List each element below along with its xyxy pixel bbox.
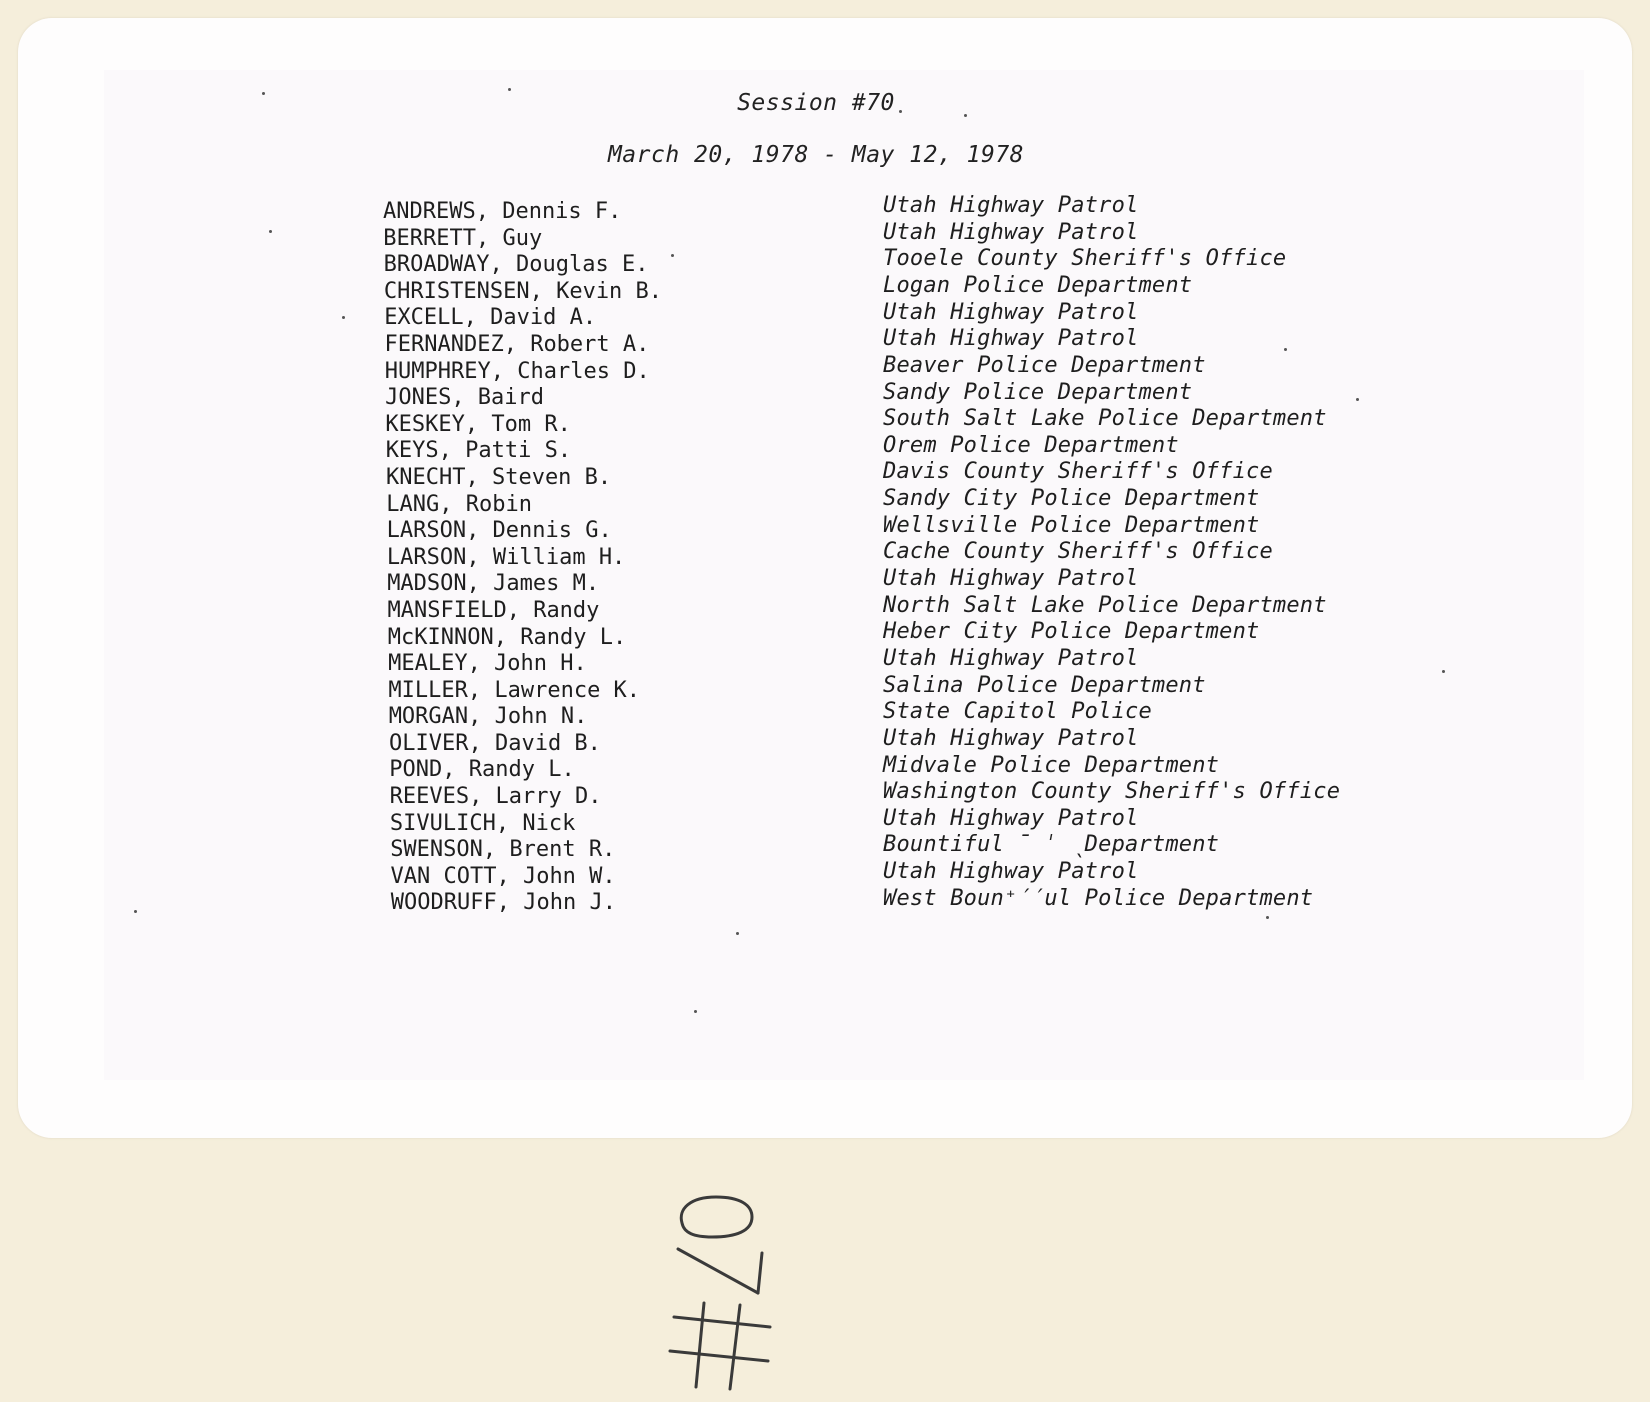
officer-name: LARSON, Dennis G. [386, 518, 612, 544]
speck [508, 88, 511, 91]
officer-name: MANSFIELD, Randy [387, 597, 600, 623]
photo-mount [18, 18, 1632, 1138]
agency-name: Tooele County Sheriff's Office [883, 246, 1287, 272]
speck [269, 230, 272, 233]
officer-name: ANDREWS, Dennis F. [383, 199, 622, 224]
agency-name: Utah Highway Patrol [883, 725, 1139, 751]
officer-name: CHRISTENSEN, Kevin B. [383, 278, 663, 304]
officer-name: EXCELL, David A. [384, 305, 597, 331]
agency-name: Logan Police Department [883, 272, 1193, 298]
roster-row [383, 885, 1383, 917]
agency-name: Cache County Sheriff's Office [883, 539, 1273, 565]
agency-name: Utah Highway Patrol [883, 645, 1139, 671]
agency-name: Utah Highway Patrol [883, 566, 1139, 592]
agency-name: Salina Police Department [883, 672, 1206, 698]
agency-name: Utah Highway Patrol [883, 805, 1139, 831]
officer-name: MORGAN, John N. [388, 704, 588, 730]
agency-name: West Boun⁺′′ul Police Department [883, 885, 1314, 911]
agency-name: Utah Highway Patrol [883, 193, 1139, 218]
speck [134, 910, 137, 913]
agency-name: Utah Highway Patrol [883, 326, 1139, 352]
speck [342, 316, 345, 319]
officer-name: KESKEY, Tom R. [385, 411, 571, 437]
agency-name: Utah Highway Patrol [883, 219, 1139, 245]
officer-name: HUMPHREY, Charles D. [384, 358, 650, 384]
agency-name: Bountiful ˉ ˈ ˎDepartment [883, 832, 1220, 858]
officer-name: JONES, Baird [385, 385, 545, 411]
officer-name: LANG, Robin [386, 491, 532, 517]
speck [262, 92, 265, 95]
officer-name: SWENSON, Brent R. [390, 837, 616, 863]
officer-name: POND, Randy L. [389, 757, 575, 783]
speck [671, 254, 674, 257]
speck [736, 932, 739, 935]
agency-name: South Salt Lake Police Department [883, 406, 1327, 432]
document-sheet [104, 70, 1584, 1080]
agency-name: Orem Police Department [883, 432, 1179, 458]
agency-name: Davis County Sheriff's Office [883, 459, 1273, 485]
speck [1356, 398, 1359, 401]
agency-name: Washington County Sheriff's Office [883, 779, 1341, 805]
officer-name: OLIVER, David B. [389, 730, 601, 756]
agency-name: Heber City Police Department [883, 619, 1260, 645]
agency-name: Sandy City Police Department [883, 486, 1260, 512]
officer-name: FERNANDEZ, Robert A. [384, 331, 650, 357]
session-title: Session #70 [737, 90, 895, 116]
speck [964, 114, 967, 117]
agency-name: Wellsville Police Department [883, 512, 1260, 538]
speck [1266, 916, 1269, 919]
speck [1442, 670, 1445, 673]
agency-name: Utah Highway Patrol [883, 859, 1139, 885]
officer-name: BERRETT, Guy [383, 225, 543, 251]
handwritten-session-number [660, 1175, 800, 1395]
agency-name: State Capitol Police [883, 699, 1152, 725]
speck [694, 1010, 697, 1013]
officer-name: VAN COTT, John W. [390, 863, 616, 889]
agency-name: North Salt Lake Police Department [883, 592, 1327, 618]
officer-name: SIVULICH, Nick [389, 810, 576, 836]
officer-name: WOODRUFF, John J. [390, 890, 616, 916]
officer-name: REEVES, Larry D. [389, 784, 602, 810]
agency-name: Utah Highway Patrol [883, 299, 1139, 325]
roster-list [383, 193, 1383, 917]
agency-name: Midvale Police Department [883, 752, 1220, 778]
officer-name: KNECHT, Steven B. [386, 464, 612, 490]
officer-name: LARSON, William H. [386, 544, 626, 570]
officer-name: MADSON, James M. [387, 571, 600, 597]
officer-name: BROADWAY, Douglas E. [383, 252, 649, 278]
date-range: March 20, 1978 - May 12, 1978 [607, 142, 1025, 168]
speck [1284, 348, 1287, 351]
officer-name: McKINNON, Randy L. [387, 624, 627, 650]
officer-name: MEALEY, John H. [388, 651, 587, 677]
speck [899, 110, 902, 113]
agency-name: Beaver Police Department [883, 352, 1206, 378]
officer-name: MILLER, Lawrence K. [388, 677, 641, 703]
agency-name: Sandy Police Department [883, 379, 1193, 405]
officer-name: KEYS, Patti S. [385, 438, 572, 464]
